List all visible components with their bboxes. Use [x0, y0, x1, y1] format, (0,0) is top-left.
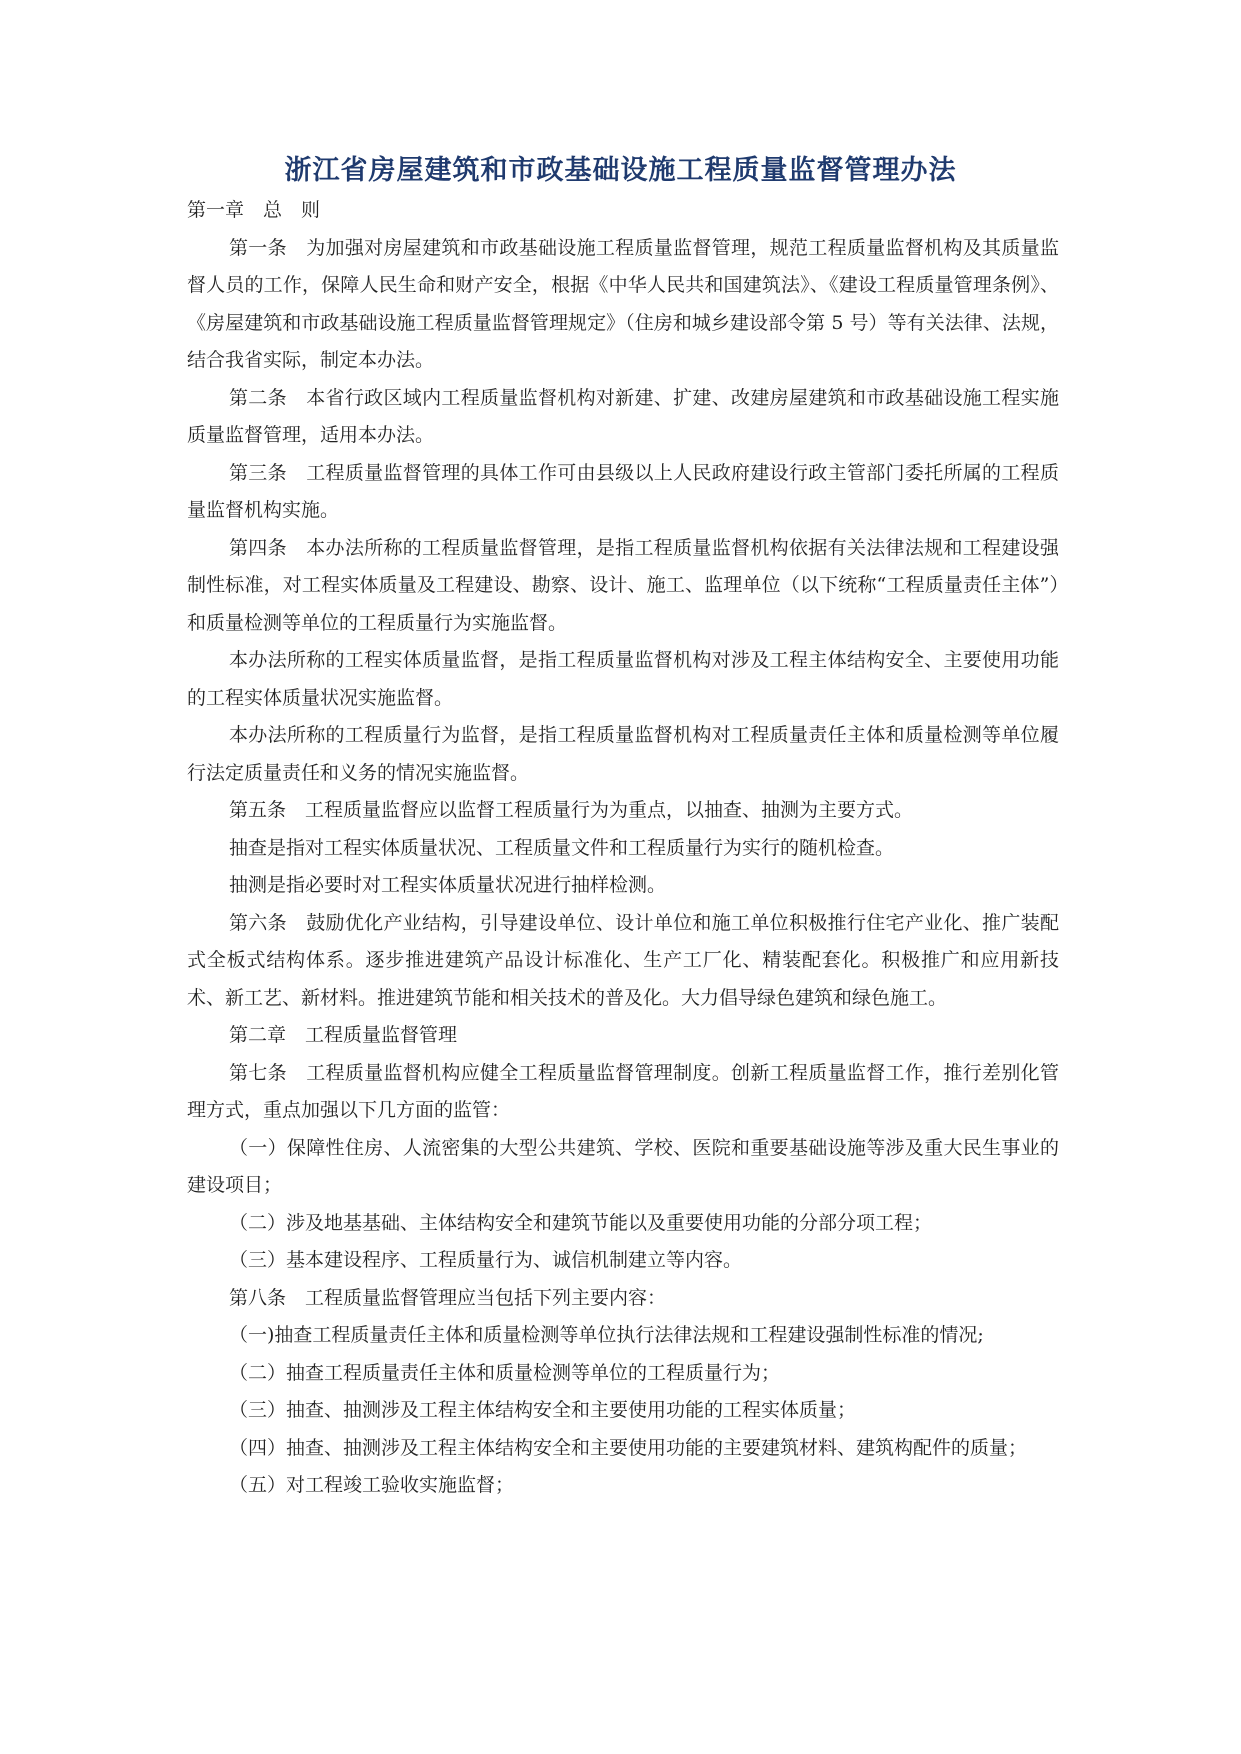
chapter-heading: 第一章 总 则: [187, 199, 321, 221]
list-item: （二）涉及地基基础、主体结构安全和建筑节能以及重要使用功能的分部分项工程；: [229, 1211, 933, 1234]
paragraph: 第三条 工程质量监督管理的具体工作可由县级以上人民政府建设行政主管部门委托所属的工程质量监督机构实施。: [187, 461, 1059, 521]
list-item: （二）抽查工程质量责任主体和质量检测等单位的工程质量行为；: [229, 1361, 781, 1384]
chapter-heading: 第二章 工程质量监督管理: [229, 1024, 458, 1046]
paragraph: 第六条 鼓励优化产业结构，引导建设单位、设计单位和施工单位积极推行住宅产业化、推广装配式全板式结构体系。逐步推进建筑产品设计标准化、生产工厂化、精装配套化。积极推广和应用新技术、新工艺、新材料。推进建筑节能和相关技术的普及化。大力倡导绿色建筑和绿色施工。: [187, 911, 1059, 1009]
list-item: （三）基本建设程序、工程质量行为、诚信机制建立等内容。: [229, 1249, 743, 1271]
list-item: （一)抽查工程质量责任主体和质量检测等单位执行法律法规和工程建设强制性标准的情况;: [229, 1324, 984, 1346]
paragraph: 第二条 本省行政区域内工程质量监督机构对新建、扩建、改建房屋建筑和市政基础设施工程实施质量监督管理，适用本办法。: [187, 386, 1059, 446]
paragraph: 抽测是指必要时对工程实体质量状况进行抽样检测。: [229, 874, 667, 896]
list-item: （五）对工程竣工验收实施监督；: [229, 1474, 515, 1496]
paragraph: 本办法所称的工程实体质量监督，是指工程质量监督机构对涉及工程主体结构安全、主要使用功能的工程实体质量状况实施监督。: [187, 649, 1059, 709]
paragraph: 抽查是指对工程实体质量状况、工程质量文件和工程质量行为实行的随机检查。: [229, 836, 895, 859]
list-item: （一）保障性住房、人流密集的大型公共建筑、学校、医院和重要基础设施等涉及重大民生事业的建设项目；: [187, 1136, 1059, 1196]
document-body: [187, 192, 1059, 1505]
list-item: （三）抽查、抽测涉及工程主体结构安全和主要使用功能的工程实体质量；: [229, 1399, 857, 1421]
paragraph: 第四条 本办法所称的工程质量监督管理，是指工程质量监督机构依据有关法律法规和工程建设强制性标准，对工程实体质量及工程建设、勘察、设计、施工、监理单位（以下统称“工程质量责任主体”）和质量检测等单位的工程质量行为实施监督。: [187, 536, 1059, 634]
paragraph: 第七条 工程质量监督机构应健全工程质量监督管理制度。创新工程质量监督工作，推行差别化管理方式，重点加强以下几方面的监管：: [187, 1061, 1059, 1121]
paragraph: 第一条 为加强对房屋建筑和市政基础设施工程质量监督管理，规范工程质量监督机构及其质量监督人员的工作，保障人民生命和财产安全，根据《中华人民共和国建筑法》、《建设工程质量管理条例》、《房屋建筑和市政基础设施工程质量监督管理规定》（住房和城乡建设部令第 5 号）等有关法律、法规，结合我省实际，制定本办法。: [187, 236, 1059, 371]
paragraph: 第八条 工程质量监督管理应当包括下列主要内容：: [229, 1286, 667, 1309]
paragraph: 本办法所称的工程质量行为监督，是指工程质量监督机构对工程质量责任主体和质量检测等单位履行法定质量责任和义务的情况实施监督。: [187, 724, 1059, 784]
document-title: 浙江省房屋建筑和市政基础设施工程质量监督管理办法: [284, 155, 957, 186]
list-item: （四）抽查、抽测涉及工程主体结构安全和主要使用功能的主要建筑材料、建筑构配件的质量；: [229, 1436, 1028, 1459]
paragraph: 第五条 工程质量监督应以监督工程质量行为为重点，以抽查、抽测为主要方式。: [229, 799, 914, 821]
